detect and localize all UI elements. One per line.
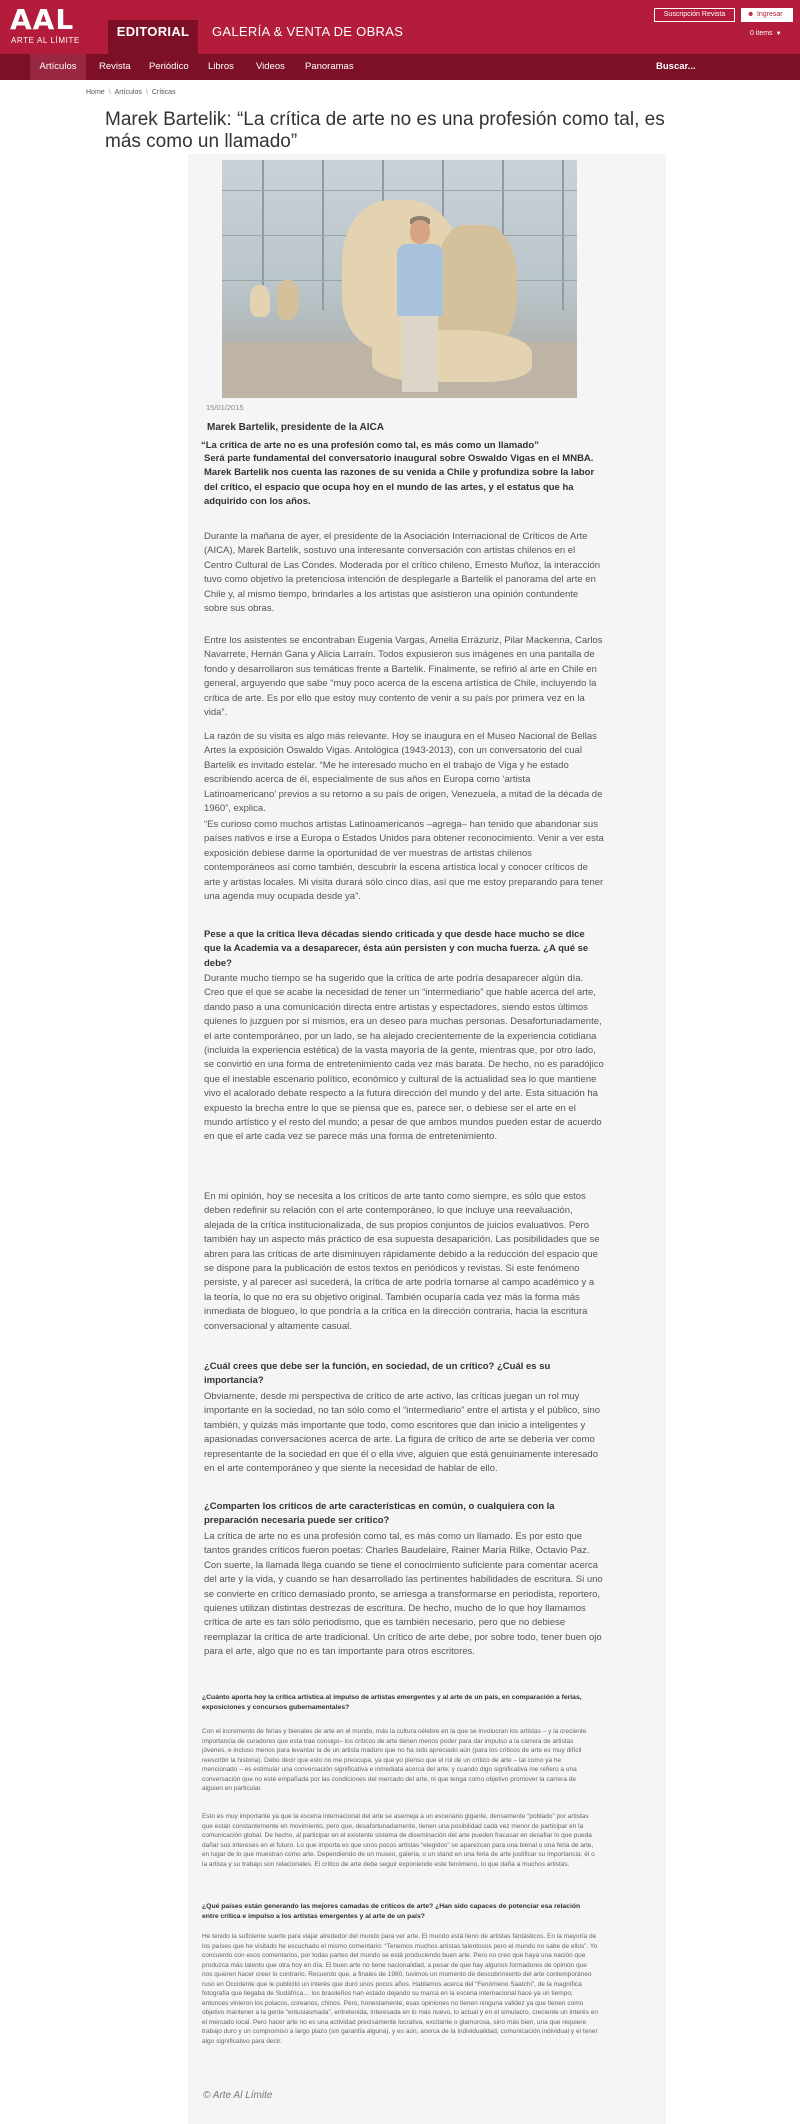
interview-question: ¿Cuál crees que debe ser la función, en sociedad, de un crítico? ¿Cuál es su importancia? bbox=[204, 1361, 551, 1387]
article-lead: Será parte fundamental del conversatorio inaugural sobre Oswaldo Vigas en el MNBA. Marek Bartelik nos cuenta las razones de su venida a Chile y profundiza sobre la labor del crítico, el espacio que ocupa hoy en el mundo de las artes, y el estatus que ha adquirido con los años. bbox=[204, 453, 595, 508]
logo-tagline: ARTE AL LÍMITE bbox=[11, 36, 80, 45]
nav-item-videos[interactable]: Videos bbox=[256, 61, 285, 72]
nav-item-periodico[interactable]: Periódico bbox=[149, 61, 189, 72]
interview-answer: Esto es muy importante ya que la escena internacional del arte se asemeja a un escenario gigante, densamente “poblado” por artistas que están constantemente en movimiento, pero que, desafortunadamente, tienen una posibilidad cada vez menor de participar en la comunicación global. De hecho, al participar en el existente sistema de diseminación del arte pueden fracasar en desafiar lo que pueda dañar sus intereses en el futuro. Lo que importa es que unos pocos artistas “elegidos” se aparezcan para una bienal o una feria de arte, en lugar de lo que muestran como arte. Dependiendo de un museo, galería, o un stand en una feria de arte justificar su importancia; él o la artista y su trabajo son relacionales. El crítico de arte debe seguir exponiendo este fenómeno, lo que daña a muchos artistas. bbox=[202, 1813, 595, 1868]
interview-answer: He tenido la suficiente suerte para viajar alrededor del mundo para ver arte. El mundo está lleno de artistas fantásticos. En la mayoría de los países que he visitado he escuchado el mismo comentario: “Tenemos muchos artistas talentosos pero el mundo no sabe de ellos”. Yo concuerdo con esos comentarios, por todas partes del mundo se está produciendo buen arte. Pero no creo que haya una nación que produzca más talento que otra hoy en día. El buen arte no tiene nacionalidad, a pesar de que hay algunos formadores de opinión que nos quieren hacer creer lo contrario. Recuerdo que, a finales de 1980, tuvimos un momento de descubrimiento del arte contemporáneo ruso en Occidente que le publicitó un interés que duró unos pocos años. Hablamos acerca del “Fenómeno Saatchi”, de la magnífica fotografía que llegaba de Sudáfrica… los brasileños han estado dejando su marca en la escena internacional hace ya un tiempo; entonces vinieron los polacos, coreanos, chinos. Pero, honestamente, esas opiniones no tienen ninguna validez ya que tienen como objetivo mantener a la gente “entusiasmada”, entretenida, interesada en lo más nuevo, lo actual y en el simulacro, creciente un interés en el mercado local. Pero hacer arte no es una actividad precisamente lucrativa, excitante o glamurosa, sino más bien, una que requiere trabajo duro y un compromiso a largo plazo (sin garantía alguna), y es aún, acerca de la individualidad, comunicación individual y el tener algo significativo para decir. bbox=[202, 1933, 599, 2045]
article-date: 15/01/2015 bbox=[206, 403, 244, 412]
breadcrumb-home[interactable]: Home bbox=[86, 89, 105, 96]
tab-editorial[interactable]: EDITORIAL bbox=[108, 20, 198, 54]
interview-answer: Durante mucho tiempo se ha sugerido que la crítica de arte podría desaparecer algún día. Creo que el que se acabe la necesidad de tener un “intermediario” que hable acerca del arte, dando paso a una comunicación directa entre artistas y espectadores, siendo estos últimos quienes lo juzguen por sí mismos, era un deseo para muchas personas. Desafortunadamente, el arte contemporáneo, por un lado, se ha alejado crecientemente de la experiencia cotidiana (incluida la experiencia estética) de la vasta mayoría de la gente, mientras que, por otro lado, se convirtió en una forma de entretenimiento cada vez más barata. De hecho, no es paradójico que el inestable escenario político, económico y cultural de la actualidad sea lo que mantiene vivo el acalorado debate respecto a la futura dirección del mundo y del arte. Esta situación ha expuesto la brecha entre lo que se piensa que es, parece ser, o debiese ser el arte en el mundo artístico y el resto del mundo; a pesar de que ambos mundos pueden estar de acuerdo en que el arte cada vez se parece más una forma de entretenimiento. bbox=[204, 973, 604, 1143]
breadcrumb-articulos[interactable]: Artículos bbox=[114, 89, 142, 96]
article-paragraph: La razón de su visita es algo más relevante. Hoy se inaugura en el Museo Nacional de Bellas Artes la exposición Oswaldo Vigas. Antológica (1943-2013), con un conversatorio del cual Bartelik es invitado estelar. “Me he interesado mucho en el trabajo de Viga y he estado escribiendo acerca de él, especialmente de sus años en Europa como ‘artista Latinoamericano’ previos a su retorno a su país de origen, Venezuela, a mitad de la década de 1960”, explica. bbox=[204, 731, 603, 815]
logo-wordmark: AAL bbox=[10, 3, 75, 36]
login-label: Ingresar bbox=[756, 11, 783, 18]
interview-question: ¿Cuánto aporta hoy la crítica artística al impulso de artistas emergentes y al arte de un país, en comparación a ferias, exposiciones y concursos gubernamentales? bbox=[202, 1694, 582, 1712]
breadcrumb-criticas[interactable]: Críticas bbox=[151, 89, 176, 96]
article-paragraph: Entre los asistentes se encontraban Eugenia Vargas, Amelia Errázuriz, Pilar Mackenna, Carlos Navarrete, Hernán Gana y Alicia Larraín. Todos expusieron sus imágenes en una pantalla de fondo y desarrollaron sus temáticas frente a Bartelik. Finalmente, se refirió al arte en Chile en general, arguyendo que sabe “muy poco acerca de la escena artística de Chile, incluyendo la crítica de arte. Es por ello que estoy muy contento de venir a su país por primera vez en la vida”. bbox=[204, 635, 603, 719]
interview-answer: La crítica de arte no es una profesión como tal, es más como un llamado. Es por esto que tantos grandes críticos fueron poetas: Charles Baudelaire, Rainer María Rilke, Octavio Paz. Con suerte, la llamada llega cuando se tiene el conocimiento suficiente para comentar acerca del arte y la vida, y cuando se han desarrollado las pertinentes habilidades de escritura. Si uno se convierte en crítico demasiado pronto, se arriesga a transformarse en periodista, reportero, quienes utilizan distintas destrezas de escritura. De hecho, mucho de lo que hoy llamamos crítica de arte es tan sólo periodismo, que es también necesario, pero que no debiese reemplazar la crítica de arte tradicional. Un crítico de arte debe, por sobre todo, tener buen ojo para el arte, algo que no es tan importante para otros escritores. bbox=[204, 1531, 603, 1658]
search-input[interactable]: Buscar... bbox=[656, 61, 696, 72]
article-quote: “La crítica de arte no es una profesión como tal, es más como un llamado” bbox=[201, 440, 539, 451]
interview-answer: Con el incremento de ferias y bienales de arte en el mundo, más la cultura célebre en la que se involucran los artistas – y la creciente importancia de curadores que esta trae consigo– los críticos de arte tienen menos poder para dar impulso a la carrera de artistas jóvenes, e incluso menos para levantar la de un artista maduro que no ha sido apreciado aún (para los críticos de arte es muy difícil reescribir la historia). Debo decir que esto no me preocupa, ya que yo pienso que el rol de un crítico de arte – tal como ya he mencionado – es estimular una conversación significativa e inmediata acerca del arte; y cuando digo significativa me refiero a una conversación que no esté empañada por las condiciones del mercado del arte, ni que tenga como objetivo promover la carrera de alguien en particular. bbox=[202, 1728, 587, 1792]
article-paragraph: Durante la mañana de ayer, el presidente de la Asociación Internacional de Críticos de Arte (AICA), Marek Bartelik, sostuvo una interesante conversación con artistas chilenos en el Centro Cultural de Las Condes. Moderada por el crítico chileno, Ernesto Muñoz, la interacción tuvo como objetivo la pretenciosa intención de desplegarle a Bartelik el panorama del arte en Chile y, al mismo tiempo, brindarles a los artistas que asistieron una opinión contundente sobre sus obras. bbox=[204, 531, 601, 615]
interview-question: Pese a que la crítica lleva décadas siendo criticada y que desde hace mucho se dice que la Academia va a desaparecer, ésta aún persisten y con mucha fuerza. ¿A qué se debe? bbox=[204, 929, 589, 969]
interview-answer: En mi opinión, hoy se necesita a los críticos de arte tanto como siempre, es sólo que estos deben redefinir su relación con el arte contemporáneo, lo que incluye una reevaluación, alejada de la crítica institucionalizada, de sus propios conjuntos de juicios evaluativos. Pero también hay un aspecto más práctico de esa supuesta desaparición. Las posibilidades que se abren para las críticas de arte disminuyen rápidamente debido a la reducción del espacio que se dispone para la publicación de estos textos en periódicos y revistas. Si este fenómeno persiste, y al parecer así sucederá, la crítica de arte podría tornarse al campo académico y a la teoría, lo que no era su objetivo original. También ocuparía cada vez más la forma más inmediata de blogueo, lo que pondría a la crítica en la dirección contraria, hacia la escritura conversacional y altamente casual. bbox=[204, 1191, 600, 1332]
copyright: © Arte Al Límite bbox=[203, 2090, 273, 2101]
nav-item-revista[interactable]: Revista bbox=[99, 61, 131, 72]
article-paragraph: “Es curioso como muchos artistas Latinoamericanos –agrega– han tenido que abandonar sus países nativos e irse a Europa o Estados Unidos para obtener reconocimiento. Venir a ver esta exposición debiese darme la oportunidad de ver muestras de artistas chilenos contemporáneos así como también, descubrir la escena artística local y conocer críticos de arte y artistas locales. Mi visita durará sólo cinco días, así que me estoy preparando para tener una agenda muy ocupada desde ya”. bbox=[204, 819, 604, 903]
breadcrumb-separator-icon: \ bbox=[108, 89, 111, 96]
breadcrumb-separator-icon: \ bbox=[145, 89, 148, 96]
main-nav bbox=[0, 54, 800, 80]
site-logo[interactable] bbox=[10, 3, 90, 46]
cart-count: 0 items bbox=[750, 30, 773, 37]
subscription-button[interactable]: Suscripción Revista bbox=[654, 8, 735, 22]
interview-answer: Obviamente, desde mi perspectiva de crítico de arte activo, las críticas juegan un rol muy importante en la sociedad, no tan sólo como el “intermediario” entre el artista y el público, sino también, y quizás más importante que todo, como escritores que dan inicio a inteligentes y apasionadas conversaciones acerca de arte. La figura de crítico de arte se debería ver como representante de la sociedad en que él o ella vive, alguien que está genuinamente interesado en el arte contemporáneo y que siente la necesidad de hablar de ello. bbox=[204, 1391, 601, 1475]
user-icon: ☻ bbox=[747, 11, 755, 18]
nav-item-panoramas[interactable]: Panoramas bbox=[305, 61, 354, 72]
article-photo bbox=[222, 160, 577, 398]
chevron-down-icon: ▼ bbox=[775, 31, 782, 37]
top-header bbox=[0, 0, 800, 54]
page-title: Marek Bartelik: “La crítica de arte no es una profesión como tal, es más como un llamado” bbox=[105, 109, 665, 152]
breadcrumb bbox=[86, 89, 176, 96]
tab-galeria[interactable]: GALERÍA & VENTA DE OBRAS bbox=[212, 24, 404, 39]
interview-question: ¿Qué países están generando las mejores camadas de críticos de arte? ¿Han sido capaces de potenciar esa relación entre crítica e impulso a los artistas emergentes y al arte de un país? bbox=[202, 1903, 581, 1921]
login-button[interactable] bbox=[741, 8, 793, 22]
photo-caption: Marek Bartelik, presidente de la AICA bbox=[207, 422, 384, 433]
nav-item-articulos[interactable]: Artículos bbox=[30, 54, 86, 80]
interview-question: ¿Comparten los críticos de arte características en común, o cualquiera con la preparación necesaria puede ser crítico? bbox=[204, 1501, 555, 1527]
cart-link[interactable] bbox=[750, 30, 782, 37]
nav-item-libros[interactable]: Libros bbox=[208, 61, 234, 72]
